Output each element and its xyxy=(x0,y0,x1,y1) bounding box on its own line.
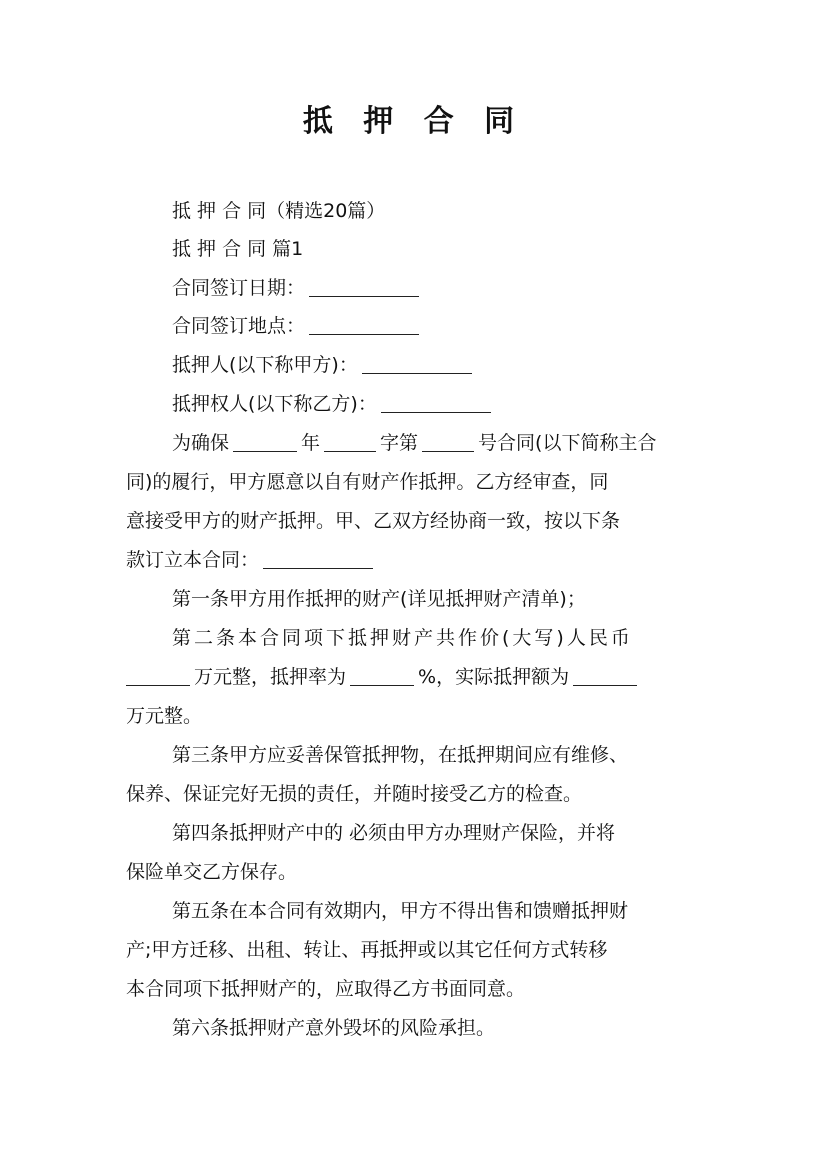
article-1 xyxy=(126,580,752,618)
sign-date-blank xyxy=(309,276,419,297)
p1-text-a: 为确保 xyxy=(172,432,230,454)
article-3-line1-text: 第三条甲方应妥善保管抵押物，在抵押期间应有维修、 xyxy=(172,744,629,766)
heading-sub-text: 抵 押 合 同 篇1 xyxy=(172,238,304,260)
p1-text-c: 字第 xyxy=(380,432,419,454)
paragraph-1-line-4 xyxy=(126,541,706,579)
article-2-line1-text: 第二条本合同项下抵押财产共作价(大写)人民币 xyxy=(172,627,633,649)
sign-place-row xyxy=(126,307,752,345)
mortgagee-label: 抵押权人(以下称乙方)： xyxy=(172,393,377,415)
article-2-rate-blank xyxy=(350,665,414,686)
p1-line3-text: 意接受甲方的财产抵押。甲、乙双方经协商一致，按以下条 xyxy=(126,510,621,532)
p1-line2-text: 同)的履行，甲方愿意以自有财产作抵押。乙方经审查，同 xyxy=(126,471,609,493)
p1-line4-text: 款订立本合同： xyxy=(126,549,260,571)
heading-main xyxy=(126,192,752,230)
p1-year-blank xyxy=(233,431,297,452)
article-2-line-1 xyxy=(126,619,752,657)
article-4-line2-text: 保险单交乙方保存。 xyxy=(126,861,298,883)
article-5-line2-text: 产;甲方迁移、出租、转让、再抵押或以其它任何方式转移 xyxy=(126,939,608,961)
article-1-text: 第一条甲方用作抵押的财产(详见抵押财产清单)； xyxy=(172,588,586,610)
article-5-line-3 xyxy=(126,970,706,1008)
sign-place-label: 合同签订地点： xyxy=(172,315,306,337)
paragraph-1-line-2 xyxy=(126,463,706,501)
article-3-line-1 xyxy=(126,736,752,774)
p1-number-blank xyxy=(422,431,474,452)
article-2-actual-blank xyxy=(573,665,637,686)
article-5-line-2 xyxy=(126,931,706,969)
article-5-line1-text: 第五条在本合同有效期内，甲方不得出售和馈赠抵押财 xyxy=(172,900,629,922)
paragraph-1-line-1 xyxy=(126,424,752,462)
article-2-text-b: %，实际抵押额为 xyxy=(418,666,570,688)
p1-text-d: 号合同(以下简称主合 xyxy=(478,432,657,454)
mortgagee-blank xyxy=(381,392,491,413)
mortgagor-row xyxy=(126,346,752,384)
article-4-line-2 xyxy=(126,853,706,891)
article-2-line-2 xyxy=(126,658,706,696)
article-2-line3-text: 万元整。 xyxy=(126,705,203,727)
article-2-amount-blank xyxy=(126,665,190,686)
article-4-line-1 xyxy=(126,814,752,852)
heading-main-text: 抵 押 合 同（精选20篇） xyxy=(172,200,386,222)
p1-terms-blank xyxy=(263,548,373,569)
p1-char-blank xyxy=(324,431,376,452)
article-2-line-3 xyxy=(126,697,706,735)
mortgagor-blank xyxy=(362,353,472,374)
document-title: 抵 押 合 同 xyxy=(302,104,525,139)
sign-date-row xyxy=(126,269,752,307)
mortgagee-row xyxy=(126,385,752,423)
article-6 xyxy=(126,1009,752,1047)
sign-place-blank xyxy=(309,314,419,335)
article-4-line1-text: 第四条抵押财产中的 必须由甲方办理财产保险，并将 xyxy=(172,822,616,844)
mortgagor-label: 抵押人(以下称甲方)： xyxy=(172,354,358,376)
heading-sub xyxy=(126,230,752,268)
article-5-line3-text: 本合同项下抵押财产的，应取得乙方书面同意。 xyxy=(126,978,526,1000)
article-2-text-a: 万元整，抵押率为 xyxy=(194,666,347,688)
paragraph-1-line-3 xyxy=(126,502,706,540)
p1-text-b: 年 xyxy=(301,432,321,454)
sign-date-label: 合同签订日期： xyxy=(172,277,306,299)
article-6-text: 第六条抵押财产意外毁坏的风险承担。 xyxy=(172,1017,496,1039)
article-3-line2-text: 保养、保证完好无损的责任，并随时接受乙方的检查。 xyxy=(126,783,583,805)
article-5-line-1 xyxy=(126,892,752,930)
article-3-line-2 xyxy=(126,775,706,813)
